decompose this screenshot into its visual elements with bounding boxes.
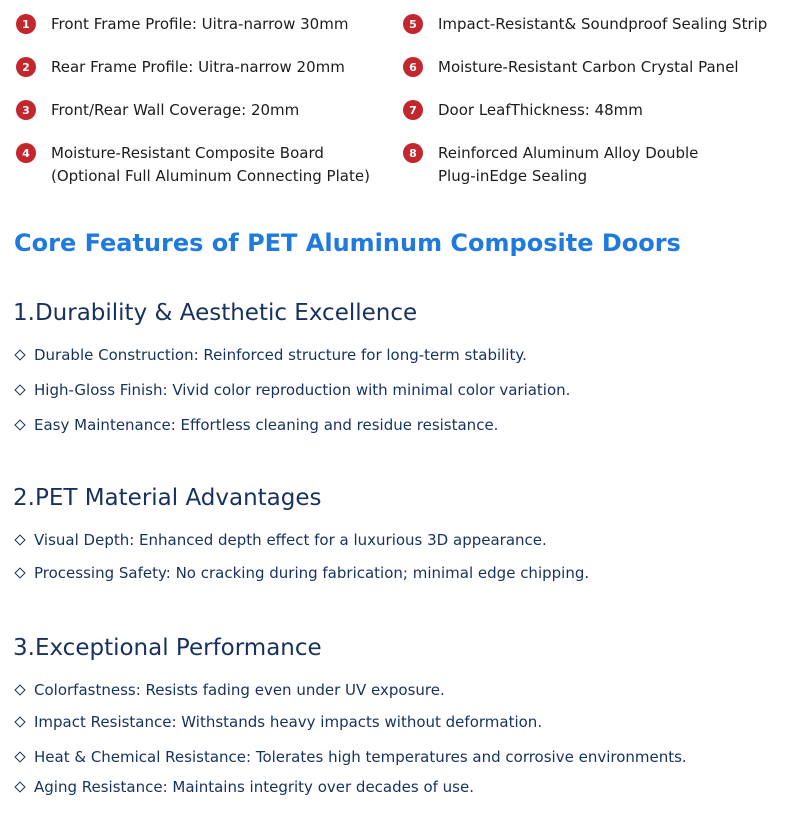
diamond-bullet-icon xyxy=(14,534,25,545)
diamond-bullet-icon xyxy=(14,781,25,792)
number-badge: 5 xyxy=(403,14,423,34)
feature-item xyxy=(14,416,498,434)
number-badge: 2 xyxy=(16,57,36,77)
diamond-bullet-icon xyxy=(14,384,25,395)
feature-text: Aging Resistance: Maintains integrity over decades of use. xyxy=(34,778,474,796)
spec-text: Moisture-Resistant Carbon Crystal Panel xyxy=(438,58,739,76)
spec-text: Moisture-Resistant Composite Board (Optional Full Aluminum Connecting Plate) xyxy=(51,144,370,185)
spec-item-3 xyxy=(16,99,299,122)
spec-item-8 xyxy=(403,142,698,188)
spec-text: Reinforced Aluminum Alloy Double Plug-inEdge Sealing xyxy=(438,144,699,185)
spec-text: Front/Rear Wall Coverage: 20mm xyxy=(51,101,300,119)
number-badge: 6 xyxy=(403,57,423,77)
diamond-bullet-icon xyxy=(14,751,25,762)
feature-item xyxy=(14,778,474,796)
feature-item xyxy=(14,681,445,699)
spec-item-2 xyxy=(16,56,345,79)
diamond-bullet-icon xyxy=(14,567,25,578)
spec-item-6 xyxy=(403,56,739,79)
diamond-bullet-icon xyxy=(14,419,25,430)
section-heading-durability: 1.Durability & Aesthetic Excellence xyxy=(13,300,418,326)
spec-text: Door LeafThickness: 48mm xyxy=(438,101,643,119)
spec-text: Impact-Resistant& Soundproof Sealing Strip xyxy=(438,15,768,33)
number-badge: 1 xyxy=(16,14,36,34)
feature-text: Visual Depth: Enhanced depth effect for a luxurious 3D appearance. xyxy=(34,531,547,549)
feature-item xyxy=(14,381,570,399)
section-heading-pet-advantages: 2.PET Material Advantages xyxy=(13,485,322,511)
feature-item xyxy=(14,713,542,731)
spec-item-7 xyxy=(403,99,643,122)
number-badge: 8 xyxy=(403,143,423,163)
diamond-bullet-icon xyxy=(14,349,25,360)
number-badge: 7 xyxy=(403,100,423,120)
feature-text: Heat & Chemical Resistance: Tolerates high temperatures and corrosive environments. xyxy=(34,748,687,766)
feature-item xyxy=(14,346,527,364)
diamond-bullet-icon xyxy=(14,684,25,695)
feature-text: Colorfastness: Resists fading even under UV exposure. xyxy=(34,681,445,699)
feature-text: High-Gloss Finish: Vivid color reproduction with minimal color variation. xyxy=(34,381,571,399)
spec-text: Front Frame Profile: Uitra-narrow 30mm xyxy=(51,15,349,33)
feature-text: Durable Construction: Reinforced structure for long-term stability. xyxy=(34,346,527,364)
feature-item xyxy=(14,564,589,582)
feature-item xyxy=(14,531,547,549)
number-badge: 3 xyxy=(16,100,36,120)
feature-text: Impact Resistance: Withstands heavy impacts without deformation. xyxy=(34,713,543,731)
spec-item-5 xyxy=(403,13,767,36)
feature-item xyxy=(14,748,687,766)
spec-item-4 xyxy=(16,142,370,188)
diamond-bullet-icon xyxy=(14,716,25,727)
spec-text: Rear Frame Profile: Uitra-narrow 20mm xyxy=(51,58,345,76)
section-heading-performance: 3.Exceptional Performance xyxy=(13,635,322,661)
core-features-title: Core Features of PET Aluminum Composite Doors xyxy=(14,229,681,257)
feature-text: Processing Safety: No cracking during fabrication; minimal edge chipping. xyxy=(34,564,590,582)
spec-item-1 xyxy=(16,13,348,36)
number-badge: 4 xyxy=(16,143,36,163)
feature-text: Easy Maintenance: Effortless cleaning and residue resistance. xyxy=(34,416,499,434)
